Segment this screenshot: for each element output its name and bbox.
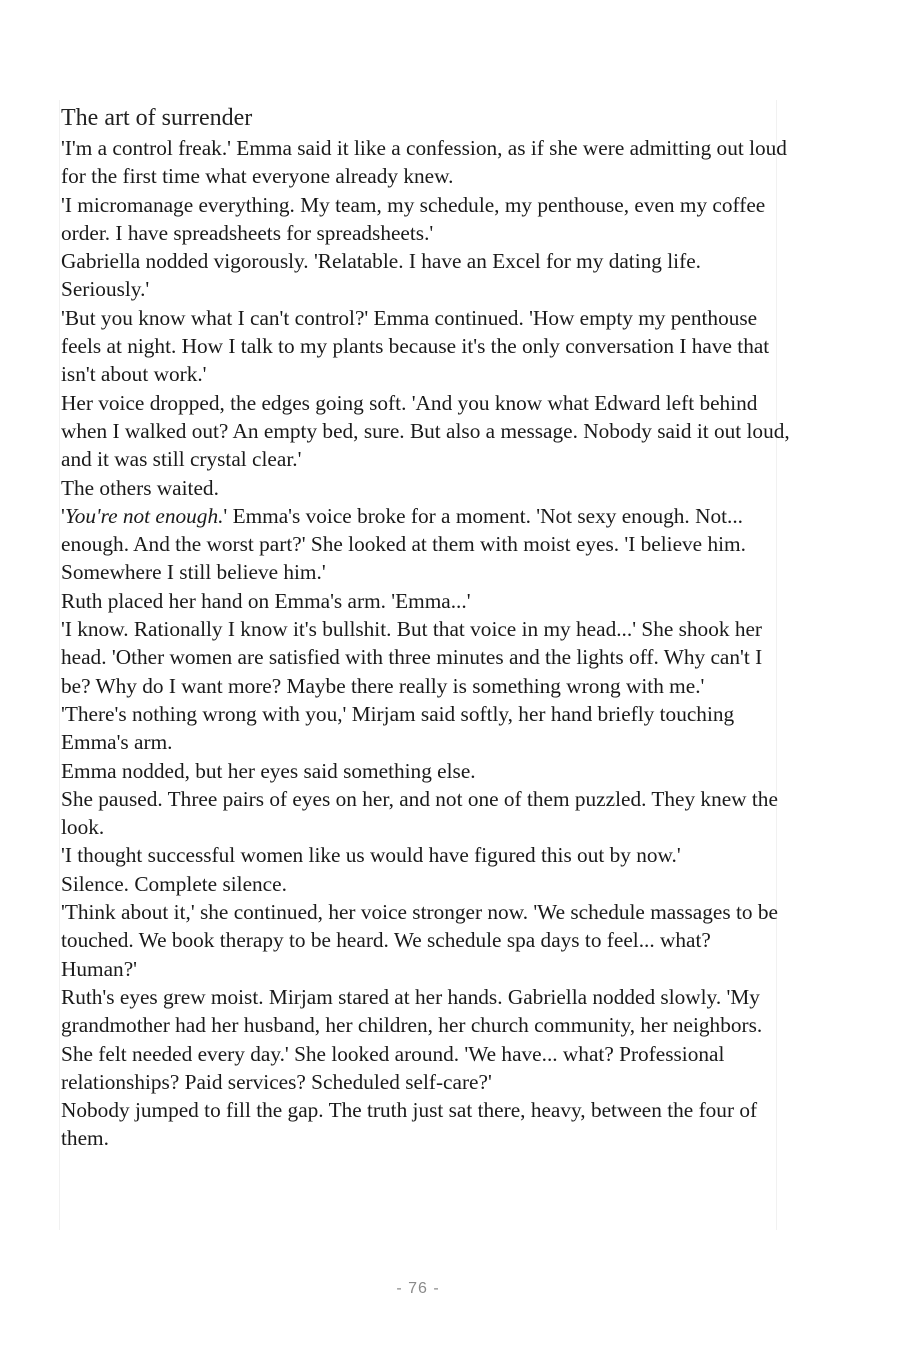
paragraph-rest: ' Emma's voice broke for a moment. 'Not sexy enough. Not... enough. And the worst part?' She looked at them with moist eyes. 'I believe him. Somewhere I still believe him.': [61, 503, 746, 585]
paragraph: Ruth's eyes grew moist. Mirjam stared at her hands. Gabriella nodded slowly. 'My grandmother had her husband, her children, her church community, her neighbors. She felt needed every day.' She looked around. 'We have... what? Professional relationships? Paid services? Scheduled self-care?': [61, 984, 763, 1094]
page-content: [61, 102, 791, 1153]
paragraph: Ruth placed her hand on Emma's arm. 'Emma...': [61, 588, 471, 613]
italic-quote: You're not enough.: [64, 503, 224, 528]
paragraph: Nobody jumped to fill the gap. The truth just sat there, heavy, between the four of them.: [61, 1098, 758, 1151]
page-number: - 76 -: [396, 1280, 440, 1297]
paragraph: Silence. Complete silence.: [61, 871, 287, 896]
paragraph: Emma nodded, but her eyes said something else.: [61, 758, 476, 783]
paragraph: 'I thought successful women like us would have figured this out by now.': [61, 843, 681, 868]
paragraph: Her voice dropped, the edges going soft. 'And you know what Edward left behind when I walked out? An empty bed, sure. But also a message. Nobody said it out loud, and it was still crystal clear.': [61, 390, 790, 472]
paragraph: She paused. Three pairs of eyes on her, and not one of them puzzled. They knew the look.: [61, 786, 778, 840]
paragraph: Gabriella nodded vigorously. 'Relatable. I have an Excel for my dating life. Seriously.': [61, 249, 701, 302]
paragraph: 'But you know what I can't control?' Emma continued. 'How empty my penthouse feels at night. How I talk to my plants because it's the only conversation I have that isn't about work.': [61, 305, 770, 387]
paragraph: 'I micromanage everything. My team, my schedule, my penthouse, even my coffee order. I have spreadsheets for spreadsheets.': [61, 192, 766, 245]
paragraph: 'I'm a control freak.' Emma said it like a confession, as if she were admitting out loud for the first time what everyone already knew.: [61, 136, 787, 189]
paragraph: The others waited.: [61, 475, 219, 500]
paragraph: 'I know. Rationally I know it's bullshit. But that voice in my head...' She shook her head. 'Other women are satisfied with three minutes and the lights off. Why can't I be? Why do I want more? Maybe there really is something wrong with me.': [61, 617, 763, 698]
paragraph: 'Think about it,' she continued, her voice stronger now. 'We schedule massages to be touched. We book therapy to be heard. We schedule spa days to feel... what? Human?': [61, 900, 778, 981]
paragraph-with-italic: 'You're not enough.' Emma's voice broke for a moment. 'Not sexy enough. Not... enough. And the worst part?' She looked at them with moist eyes. 'I believe him. Somewhere I still believe him.': [61, 503, 746, 585]
paragraph: 'There's nothing wrong with you,' Mirjam said softly, her hand briefly touching Emma's arm.: [61, 701, 735, 755]
chapter-title: The art of surrender: [61, 105, 253, 131]
